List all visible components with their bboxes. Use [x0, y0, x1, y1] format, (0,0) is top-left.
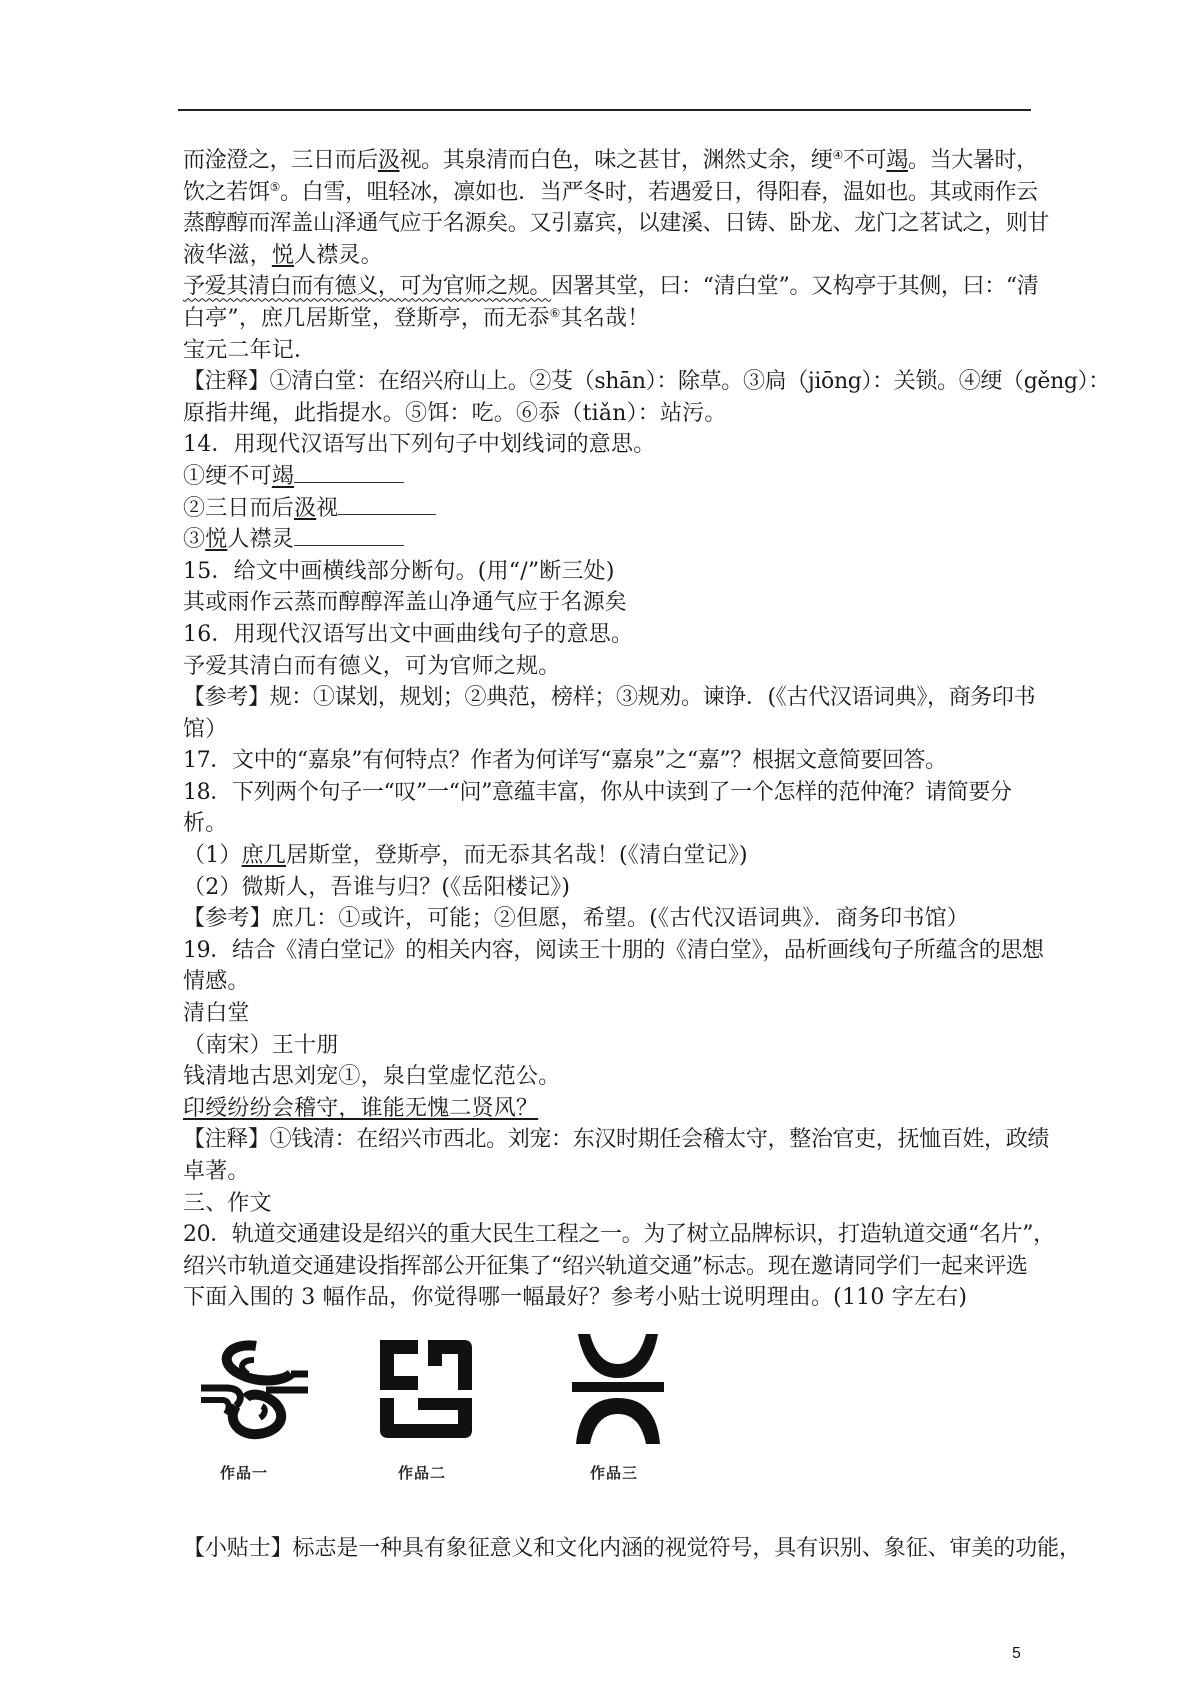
- underlined-word: 汲: [294, 495, 317, 521]
- passage-line: 白亭”，庶几居斯堂，登斯亭，而无忝⑥其名哉！: [183, 305, 650, 331]
- q18-stem: 18．下列两个句子一“叹”一“问”意蕴丰富，你从中读到了一个怎样的范仲淹？请简要分: [183, 779, 1012, 805]
- underlined-word: 汲: [377, 148, 400, 173]
- logo-work-1: [196, 1334, 316, 1444]
- q14-item: ③悦人襟灵: [183, 524, 1033, 556]
- wavy-underlined-sentence: 予爱其清白而有德义，可为官师之规。: [183, 274, 552, 300]
- logo-work-2: [372, 1332, 482, 1447]
- q18-reference: 【参考】庶几：①或许，可能；②但愿，希望。(《古代汉语词典》．商务印书馆）: [183, 906, 969, 932]
- passage-date: 宝元二年记．: [183, 337, 317, 363]
- poem-line: 钱清地古思刘宠①，泉白堂虚忆范公。: [183, 1064, 561, 1090]
- notes-line: 原指井绳，此指提水。⑤饵：吃。⑥忝（tiǎn）：站污。: [183, 400, 727, 426]
- q20-stem: 20．轨道交通建设是绍兴的重大民生工程之一。为了树立品牌标识，打造轨道交通“名片”，: [183, 1222, 1055, 1248]
- q19-stem: 19．结合《清白堂记》的相关内容，阅读王十朋的《清白堂》，品析画线句子所蕴含的思想: [183, 937, 1044, 963]
- underlined-sentence: 印绶纷纷会稽守，谁能无愧二贤风？: [183, 1095, 539, 1121]
- passage-line: 液华滋，悦人襟灵。: [183, 242, 383, 268]
- q19-note: 卓著。: [183, 1159, 250, 1184]
- q18-stem: 析。: [183, 811, 228, 837]
- answer-blank[interactable]: [294, 464, 404, 483]
- poem-line: [183, 1093, 1033, 1125]
- q15-text: 其或雨作云蒸而醇醇浑盖山净通气应于名源矣: [183, 590, 628, 616]
- header-rule: [178, 109, 1031, 111]
- passage-line: 予爱其清白而有德义，可为官师之规。因署其堂，曰：“清白堂”。又构亭于其侧，曰：“清: [183, 274, 1039, 300]
- q15-stem: 15．给文中画横线部分断句。(用“/”断三处): [183, 558, 615, 584]
- q16-text: 予爱其清白而有德义，可为官师之规。: [183, 653, 561, 679]
- passage-line: 饮之若饵⑤。白雪，咀轻冰，凛如也．当严冬时，若遇爱日，得阳春，温如也。其或雨作云: [183, 179, 1038, 205]
- logo-caption-2: 作品二: [398, 1464, 447, 1482]
- footnote-mark: ⑥: [549, 305, 561, 320]
- underlined-word: 悦: [271, 242, 295, 268]
- q18-sentence: （2）微斯人，吾谁与归？(《岳阳楼记》): [183, 874, 571, 900]
- poem-author: （南宋）王十朋: [183, 1032, 339, 1058]
- passage-line: 蒸醇醇而浑盖山泽通气应于名源矣。又引嘉宾，以建溪、日铸、卧龙、龙门之茗试之，则甘: [183, 211, 1050, 237]
- q16-reference: 馆）: [183, 716, 228, 742]
- answer-blank[interactable]: [338, 496, 436, 515]
- logo-caption-3: 作品三: [590, 1464, 639, 1482]
- q19-stem: 情感。: [183, 969, 250, 995]
- logo-caption-1: 作品一: [220, 1464, 269, 1482]
- q16-reference: 【参考】规：①谋划，规划；②典范，榜样；③规劝。谏诤．(《古代汉语词典》，商务印书: [183, 685, 1036, 711]
- underlined-word: 庶几: [241, 843, 287, 869]
- q17-stem: 17．文中的“嘉泉”有何特点？作者为何详写“嘉泉”之“嘉”？根据文意简要回答。: [183, 748, 947, 774]
- logo-candidates: [196, 1334, 756, 1494]
- q19-note: 【注释】①钱清：在绍兴市西北。刘宠：东汉时期任会稽太守，整治官吏，抚恤百姓，政绩: [183, 1127, 1050, 1153]
- footnote-mark: ⑤: [269, 179, 281, 194]
- q20-stem: 下面入围的 3 幅作品，你觉得哪一幅最好？参考小贴士说明理由。(110 字左右): [183, 1285, 968, 1311]
- q20-stem: 绍兴市轨道交通建设指挥部公开征集了“绍兴轨道交通”标志。现在邀请同学们一起来评选: [183, 1253, 1028, 1279]
- section-heading: 三、作文: [183, 1190, 272, 1216]
- q14-item: ①绠不可竭: [183, 461, 1033, 493]
- page-number: 5: [1012, 1645, 1021, 1662]
- page-content: [183, 145, 1110, 1314]
- passage-line: 而淦澄之，三日而后汲视。其泉清而白色，味之甚甘，渊然丈余，绠④不可竭。当大暑时，: [183, 148, 1038, 173]
- q14-item: ②三日而后汲视: [183, 493, 1033, 525]
- q14-stem: 14．用现代汉语写出下列句子中划线词的意思。: [183, 432, 656, 458]
- tips-line: 【小贴士】标志是一种具有象征意义和文化内涵的视觉符号，具有识别、象征、审美的功能，: [183, 1536, 1081, 1561]
- poem-title: 清白堂: [183, 1001, 250, 1027]
- underlined-word: 悦: [205, 527, 228, 553]
- underlined-word: 竭: [271, 463, 295, 489]
- q16-stem: 16．用现代汉语写出文中画曲线句子的意思。: [183, 621, 634, 647]
- notes-line: 【注释】①清白堂：在绍兴府山上。②芟（shān）：除草。③扃（jiōng）：关锁。④绠（gěng）：: [183, 369, 1110, 395]
- answer-blank[interactable]: [294, 527, 404, 546]
- logo-work-3: [568, 1330, 668, 1448]
- footnote-mark: ④: [832, 148, 843, 162]
- q18-sentence: （1）庶几居斯堂，登斯亭，而无忝其名哉！(《清白堂记》): [183, 843, 748, 869]
- underlined-word: 竭: [886, 148, 908, 173]
